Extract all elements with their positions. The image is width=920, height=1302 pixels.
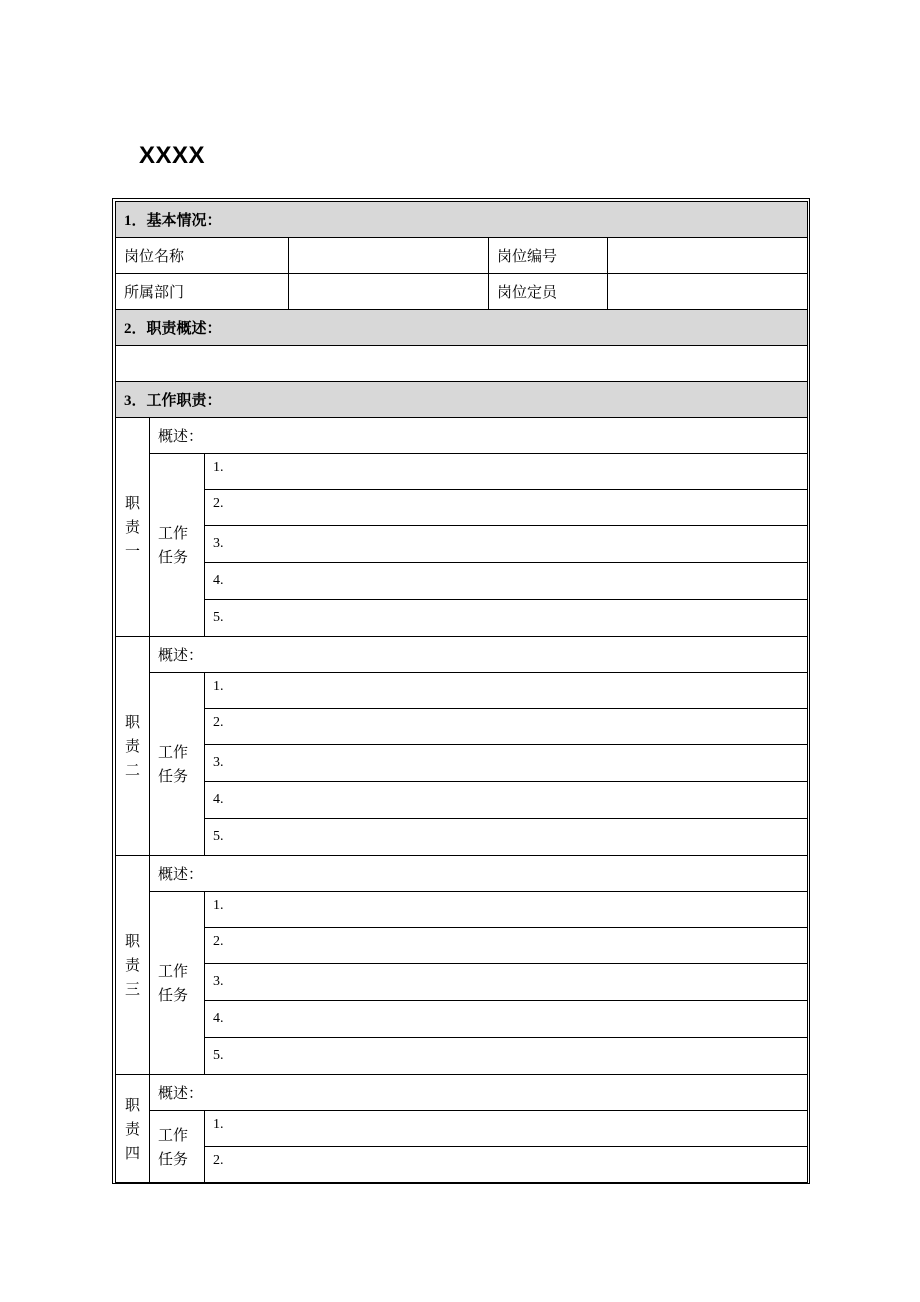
duty-overview-row [116, 1075, 808, 1111]
task-item-field[interactable]: 1. [205, 454, 808, 490]
section-number: 3 [124, 393, 132, 409]
duty-overview-field[interactable]: 概述： [150, 637, 808, 673]
task-row [116, 563, 808, 600]
task-row [116, 819, 808, 856]
task-item-field[interactable]: 5. [205, 819, 808, 856]
department-field[interactable] [289, 274, 489, 310]
work-tasks-label-line: 任务 [158, 767, 189, 785]
work-tasks-label [150, 673, 205, 856]
duty-label-char: 职 [124, 1095, 140, 1114]
work-tasks-label-line: 工作 [158, 743, 189, 761]
work-tasks-label-line: 任务 [158, 548, 189, 566]
post-name-field[interactable] [289, 238, 489, 274]
work-tasks-label-line: 任务 [158, 986, 189, 1004]
task-item-field[interactable]: 2. [205, 490, 808, 526]
section-title: ．基本情况： [131, 211, 222, 229]
task-row [116, 673, 808, 709]
work-tasks-label-line: 工作 [158, 524, 189, 542]
task-item-field[interactable]: 3. [205, 964, 808, 1001]
duty-overview-row [116, 418, 808, 454]
duty-label-char: 一 [124, 542, 140, 560]
post-name-label: 岗位名称 [116, 238, 289, 274]
work-tasks-label-line: 工作 [158, 962, 189, 980]
task-item-field[interactable]: 4. [205, 563, 808, 600]
section-title: ．工作职责： [131, 391, 222, 409]
duty-label-char: 责 [124, 518, 140, 536]
duty-label [116, 418, 150, 637]
work-tasks-label [150, 1111, 205, 1183]
work-tasks-label [150, 454, 205, 637]
duty-label-char: 职 [124, 494, 140, 512]
duty-label-char: 二 [124, 761, 140, 779]
task-row [116, 600, 808, 637]
task-item-field[interactable]: 4. [205, 782, 808, 819]
job-description-table [115, 201, 808, 1183]
task-row [116, 892, 808, 928]
post-code-label: 岗位编号 [489, 238, 608, 274]
task-item-field[interactable]: 2. [205, 1147, 808, 1183]
job-description-form [112, 198, 810, 1184]
department-label: 所属部门 [116, 274, 289, 310]
task-row [116, 745, 808, 782]
headcount-label: 岗位定员 [489, 274, 608, 310]
duty-overview-field[interactable]: 概述： [150, 856, 808, 892]
task-row [116, 782, 808, 819]
duty-label [116, 1075, 150, 1183]
section-basic-info-header [116, 202, 808, 238]
work-tasks-label-line: 任务 [158, 1149, 189, 1168]
task-item-field[interactable]: 3. [205, 745, 808, 782]
duty-label-char: 责 [124, 1119, 140, 1138]
task-item-field[interactable]: 5. [205, 1038, 808, 1075]
task-row [116, 490, 808, 526]
task-item-field[interactable]: 3. [205, 526, 808, 563]
duty-overview-field[interactable]: 概述： [150, 418, 808, 454]
duty-label-char: 责 [124, 737, 140, 755]
task-row [116, 1038, 808, 1075]
section-number: 2 [124, 321, 132, 337]
duty-overview-row [116, 856, 808, 892]
duty-label-char: 四 [124, 1143, 140, 1162]
task-row [116, 928, 808, 964]
duty-summary-field[interactable] [116, 346, 808, 382]
task-row [116, 526, 808, 563]
task-row [116, 1111, 808, 1147]
task-item-field[interactable]: 2. [205, 709, 808, 745]
task-item-field[interactable]: 1. [205, 673, 808, 709]
work-tasks-label-line: 工作 [158, 1125, 189, 1144]
duty-overview-field[interactable]: 概述： [150, 1075, 808, 1111]
duty-label-char: 三 [124, 980, 140, 998]
task-row [116, 1001, 808, 1038]
task-item-field[interactable]: 1. [205, 1111, 808, 1147]
task-row [116, 709, 808, 745]
duty-label [116, 856, 150, 1075]
duty-label [116, 637, 150, 856]
post-code-field[interactable] [608, 238, 808, 274]
duty-label-char: 职 [124, 713, 140, 731]
duty-label-char: 职 [124, 932, 140, 950]
duty-label-char: 责 [124, 956, 140, 974]
task-row [116, 454, 808, 490]
section-number: 1 [124, 213, 132, 229]
section-responsibilities-header [116, 382, 808, 418]
task-row [116, 964, 808, 1001]
section-duty-summary-header [116, 310, 808, 346]
task-item-field[interactable]: 2. [205, 928, 808, 964]
headcount-field[interactable] [608, 274, 808, 310]
task-item-field[interactable]: 4. [205, 1001, 808, 1038]
work-tasks-label [150, 892, 205, 1075]
task-item-field[interactable]: 1. [205, 892, 808, 928]
task-row [116, 1147, 808, 1183]
section-title: ．职责概述： [131, 319, 222, 337]
document-title: XXXX [139, 142, 206, 169]
duty-overview-row [116, 637, 808, 673]
task-item-field[interactable]: 5. [205, 600, 808, 637]
